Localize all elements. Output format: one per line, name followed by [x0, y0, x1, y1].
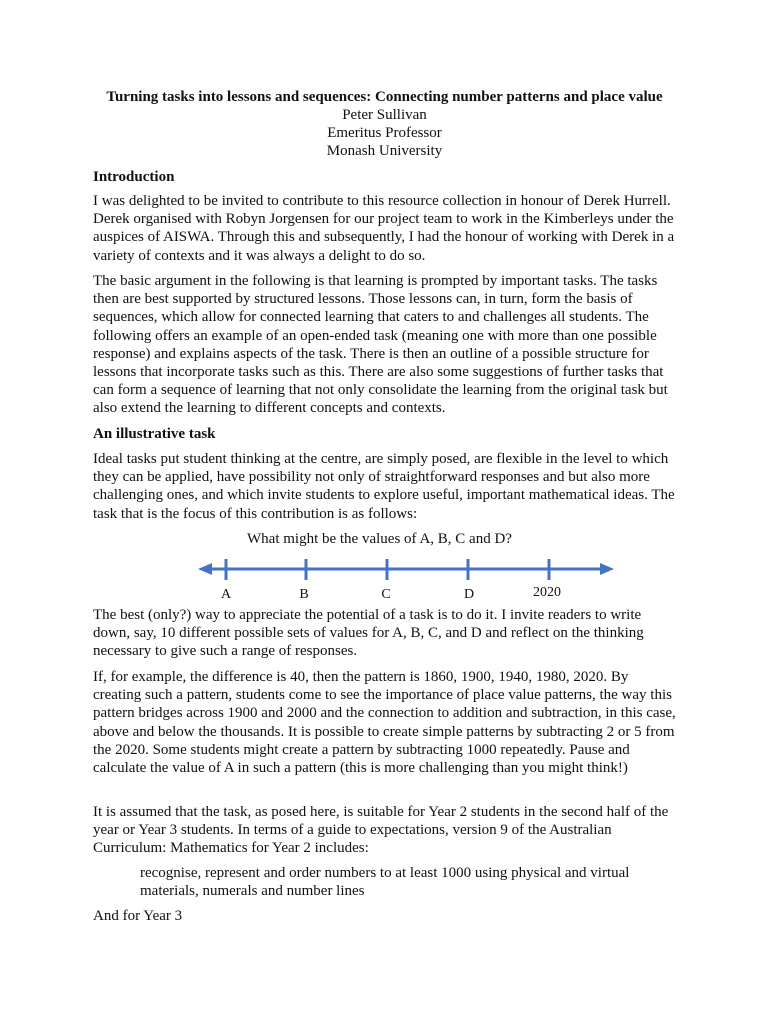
label-2020: 2020: [533, 585, 561, 600]
task-paragraph-2: The best (only?) way to appreciate the potential of a task is to do it. I invite readers to write down, say, 10 different possible sets of values for A, B, C, and D and reflect on the thinking necessary to give such a range of responses.: [93, 607, 644, 660]
label-a: A: [220, 587, 232, 602]
curriculum-quote: recognise, represent and order numbers to at least 1000 using physical and virtual materials, numerals and number lines: [140, 865, 630, 900]
illustrative-task-heading: An illustrative task: [93, 426, 216, 442]
task-paragraph-5: And for Year 3: [93, 908, 183, 924]
right-arrow-icon: [600, 563, 614, 575]
author-role: Emeritus Professor: [327, 125, 442, 141]
task-paragraph-1: Ideal tasks put student thinking at the centre, are simply posed, are flexible in the level to which they can be applied, have possibility not only of straightforward responses and but also more challenging ones, and which invite students to explore useful, important mathematical ideas. The task that is the focus of this contribution is as follows:: [93, 451, 675, 522]
intro-paragraph-1: I was delighted to be invited to contribute to this resource collection in honour of Derek Hurrell. Derek organised with Robyn Jorgensen for our project team to work in the Kimberleys under the auspices of AISWA. Through this and subsequently, I had the honour of working with Derek in a variety of contexts and it was always a delight to do so.: [93, 193, 675, 264]
label-c: C: [381, 587, 391, 602]
task-paragraph-3: If, for example, the difference is 40, then the pattern is 1860, 1900, 1940, 1980, 2020. By creating such a pattern, students come to see the importance of place value patterns, the way this pattern bridges across 1900 and 2000 and the connection to addition and subtraction, in this case, above and below the thousands. It is possible to create simple patterns by subtracting 2 or 5 from the 2020. Some students might create a pattern by subtracting 1000 repeatedly. Pause and calculate the value of A in such a pattern (this is more challenging than you might think!): [93, 669, 676, 777]
intro-paragraph-2: The basic argument in the following is that learning is prompted by important tasks. The tasks then are best supported by structured lessons. Those lessons can, in turn, form the basis of sequences, which allow for connected learning that caters to and challenges all students. The following offers an example of an open-ended task (meaning one with more than one possible response) and explains aspects of the task. There is then an outline of a possible structure for lessons that incorporate tasks such as this. There are also some suggestions of further tasks that can form a sequence of learning that not only consolidate the learning from the original task but also extend the learning to different concepts and contexts.: [93, 273, 668, 417]
author-institution: Monash University: [326, 143, 443, 159]
number-line-axis: [198, 563, 614, 575]
document-title: Turning tasks into lessons and sequences: Connecting number patterns and place value: [106, 89, 663, 105]
left-arrow-icon: [198, 563, 212, 575]
task-question: What might be the values of A, B, C and D?: [247, 531, 512, 547]
label-b: B: [299, 587, 309, 602]
label-d: D: [463, 587, 475, 602]
author-name: Peter Sullivan: [342, 107, 427, 123]
introduction-heading: Introduction: [93, 169, 175, 185]
task-paragraph-4: It is assumed that the task, as posed here, is suitable for Year 2 students in the second half of the year or Year 3 students. In terms of a guide to expectations, version 9 of the Australian Curriculum: Mathematics for Year 2 includes:: [93, 804, 669, 857]
